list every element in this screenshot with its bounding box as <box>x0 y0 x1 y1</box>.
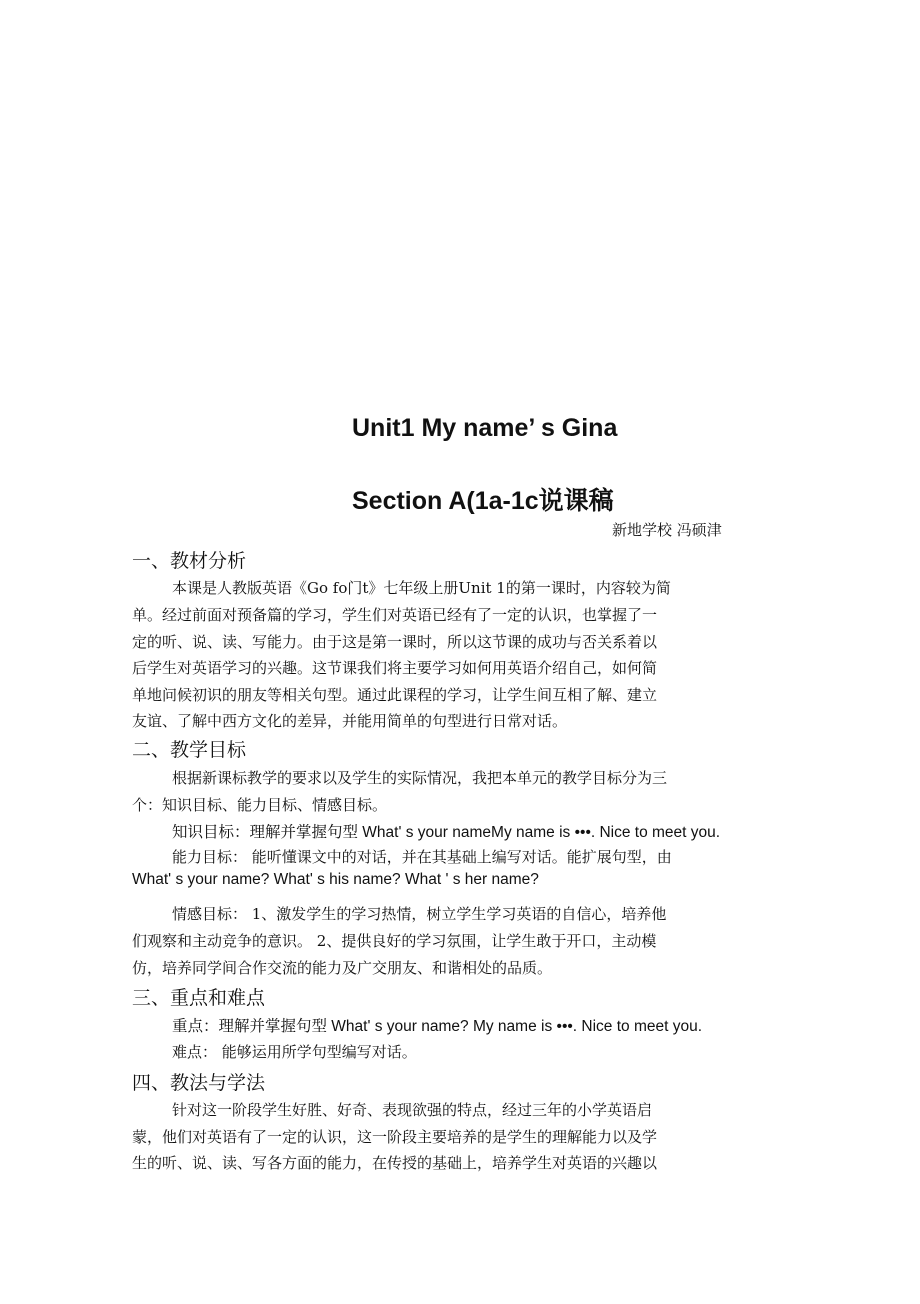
emotion-goal-line: 情感目标： 1、激发学生的学习热情，树立学生学习英语的自信心，培养他 <box>172 905 667 923</box>
paragraph-line: 针对这一阶段学生好胜、好奇、表现欲强的特点，经过三年的小学英语启 <box>172 1101 653 1119</box>
section-heading-4: 四、教法与学法 <box>132 1072 266 1094</box>
section-heading-2: 二、教学目标 <box>132 739 247 761</box>
paragraph-line: 们观察和主动竞争的意识。 2、提供良好的学习氛围，让学生敢于开口，主动模 <box>132 932 657 950</box>
title-unit: Unit1 My name’ s Gina <box>352 414 618 442</box>
paragraph-line: 定的听、说、读、写能力。由于这是第一课时，所以这节课的成功与否关系着以 <box>132 633 658 651</box>
ability-goal-line: 能力目标： 能听懂课文中的对话，并在其基础上编写对话。能扩展句型，由 <box>172 848 672 866</box>
paragraph-line: 个：知识目标、能力目标、情感目标。 <box>132 796 388 814</box>
paragraph-line: 本课是人教版英语《Go fo门t》七年级上册Unit 1的第一课时，内容较为简 <box>172 579 671 597</box>
paragraph-line: 蒙，他们对英语有了一定的认识，这一阶段主要培养的是学生的理解能力以及学 <box>132 1128 658 1146</box>
difficulty-line: 难点： 能够运用所学句型编写对话。 <box>172 1043 417 1061</box>
paragraph-line: 单地问候初识的朋友等相关句型。通过此课程的学习，让学生间互相了解、建立 <box>132 686 658 704</box>
key-point-line: 重点：理解并掌握句型 What' s your name? My name is •••. Nice to meet you. <box>172 1018 703 1035</box>
knowledge-goal-line: 知识目标：理解并掌握句型 What' s your nameMy name is •••. Nice to meet you. <box>172 824 721 841</box>
paragraph-line: 友谊、了解中西方文化的差异，并能用简单的句型进行日常对话。 <box>132 712 568 730</box>
section-heading-3: 三、重点和难点 <box>132 987 266 1009</box>
paragraph-line: 根据新课标教学的要求以及学生的实际情况，我把本单元的教学目标分为三 <box>172 769 668 787</box>
paragraph-line: 单。经过前面对预备篇的学习，学生们对英语已经有了一定的认识，也掌握了一 <box>132 606 658 624</box>
paragraph-line: 后学生对英语学习的兴趣。这节课我们将主要学习如何用英语介绍自己，如何简 <box>132 659 658 677</box>
section-heading-1: 一、教材分析 <box>132 550 247 572</box>
title-section: Section A(1a-1c说课稿 <box>352 487 614 515</box>
author-line: 新地学校 冯硕津 <box>612 521 722 539</box>
paragraph-line: 仿，培养同学间合作交流的能力及广交朋友、和谐相处的品质。 <box>132 959 553 977</box>
paragraph-line: 生的听、说、读、写各方面的能力，在传授的基础上，培养学生对英语的兴趣以 <box>132 1154 658 1172</box>
ability-goal-sentences: What' s your name? What' s his name? What ' s her name? <box>132 871 539 888</box>
